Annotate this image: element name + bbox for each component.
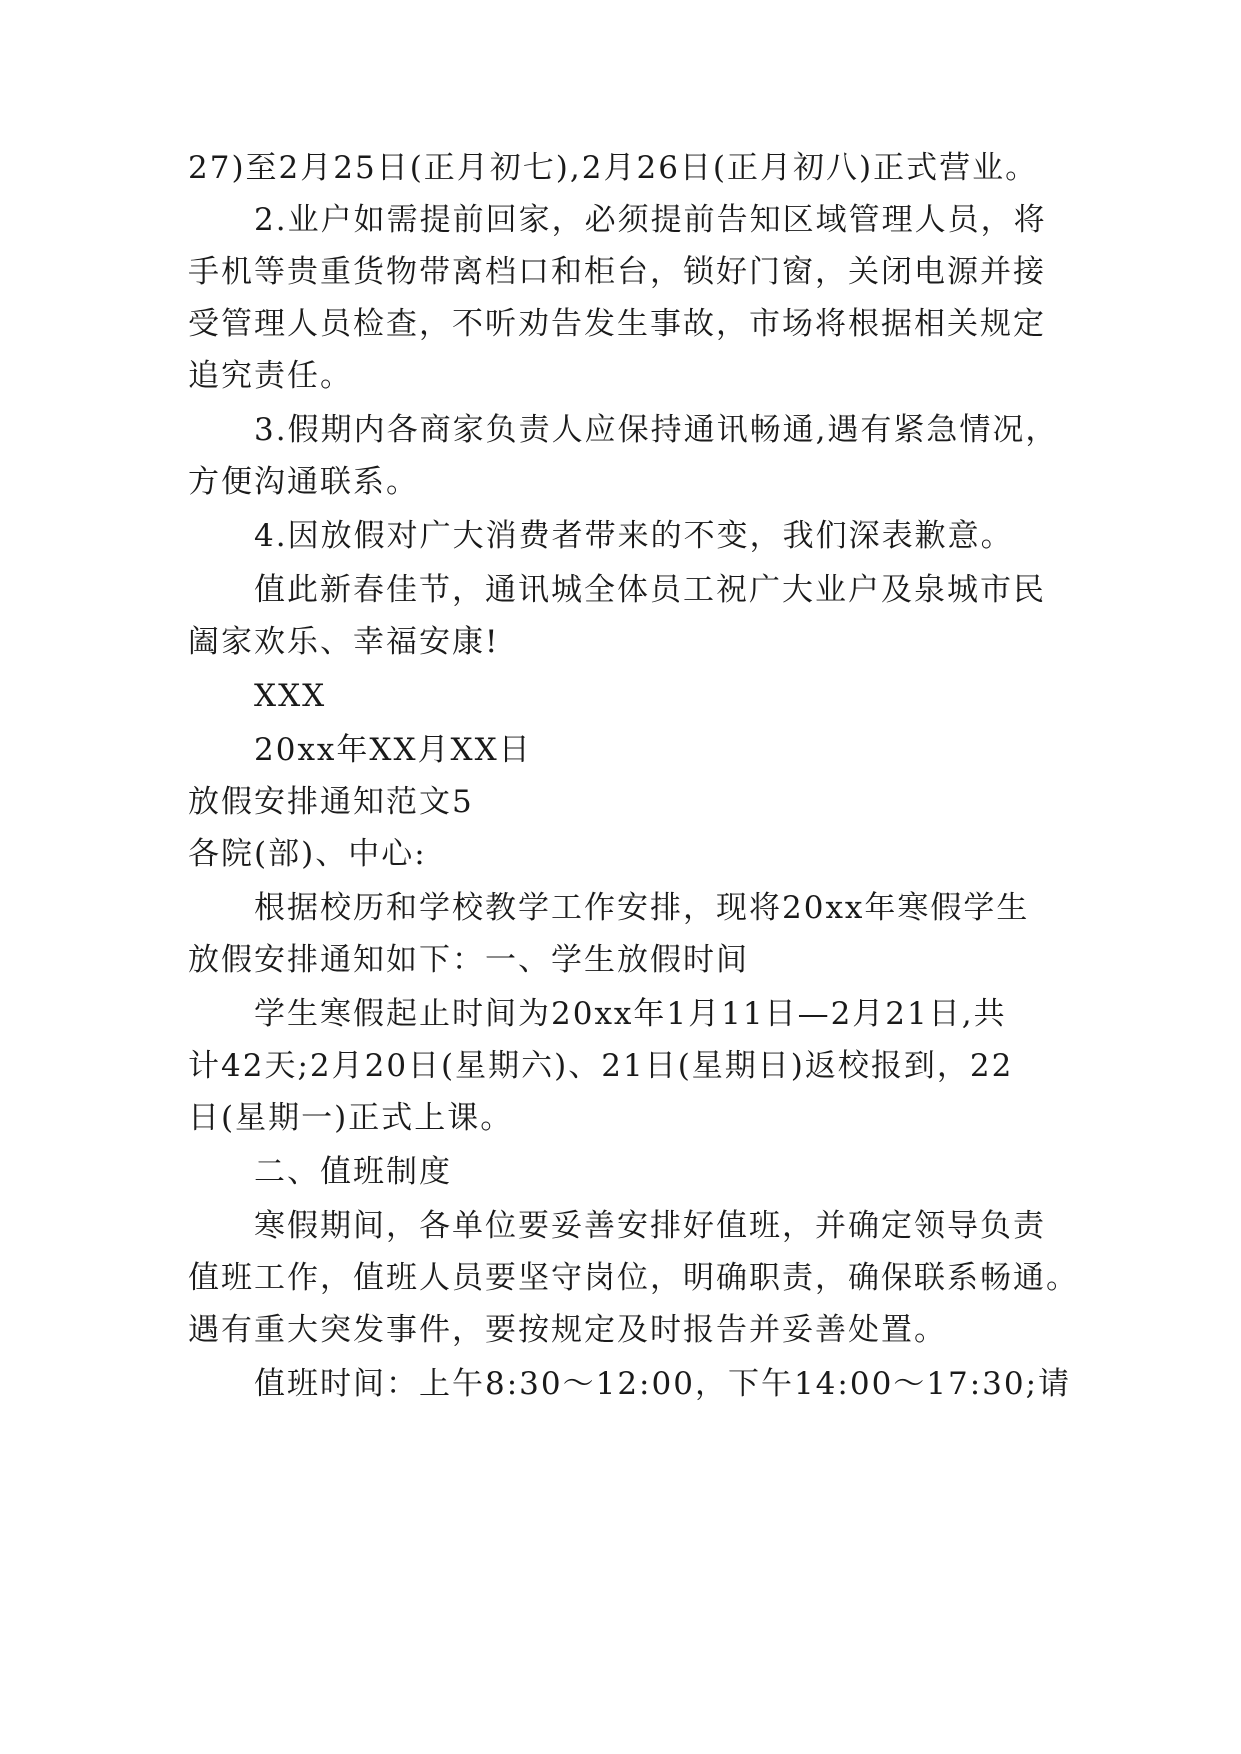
text-line: 根据校历和学校教学工作安排，现将20xx年寒假学生 xyxy=(254,890,1030,926)
text-line: 学生寒假起止时间为20xx年1月11日—2月21日,共 xyxy=(254,996,1007,1032)
text-line: 日(星期一)正式上课。 xyxy=(188,1100,514,1136)
subsection-title: 二、值班制度 xyxy=(254,1154,452,1190)
text-line: 值班工作，值班人员要坚守岗位，明确职责，确保联系畅通。 xyxy=(188,1260,1079,1296)
signature-name: XXX xyxy=(254,678,327,714)
text-line: 方便沟通联系。 xyxy=(188,464,419,500)
text-line: 4.因放假对广大消费者带来的不变，我们深表歉意。 xyxy=(254,518,1014,554)
section-title: 放假安排通知范文5 xyxy=(188,784,474,820)
text-line: 27)至2月25日(正月初七),2月26日(正月初八)正式营业。 xyxy=(188,150,1039,186)
text-line: 受管理人员检查，不听劝告发生事故，市场将根据相关规定 xyxy=(188,306,1046,342)
text-line: 值班时间：上午8:30～12:00，下午14:00～17:30;请 xyxy=(254,1366,1072,1402)
text-line: 寒假期间，各单位要妥善安排好值班，并确定领导负责 xyxy=(254,1208,1046,1244)
text-line: 值此新春佳节，通讯城全体员工祝广大业户及泉城市民 xyxy=(254,572,1046,608)
text-line: 遇有重大突发事件，要按规定及时报告并妥善处置。 xyxy=(188,1312,947,1348)
text-line: 3.假期内各商家负责人应保持通讯畅通,遇有紧急情况， xyxy=(254,412,1059,448)
signature-date: 20xx年XX月XX日 xyxy=(254,732,532,768)
text-line: 阖家欢乐、幸福安康! xyxy=(188,624,500,660)
text-line: 追究责任。 xyxy=(188,358,353,394)
addressee: 各院(部)、中心: xyxy=(188,836,427,872)
text-line: 2.业户如需提前回家，必须提前告知区域管理人员，将 xyxy=(254,202,1047,238)
text-line: 放假安排通知如下：一、学生放假时间 xyxy=(188,942,749,978)
text-line: 手机等贵重货物带离档口和柜台，锁好门窗，关闭电源并接 xyxy=(188,254,1046,290)
text-line: 计42天;2月20日(星期六)、21日(星期日)返校报到，22 xyxy=(188,1048,1014,1084)
